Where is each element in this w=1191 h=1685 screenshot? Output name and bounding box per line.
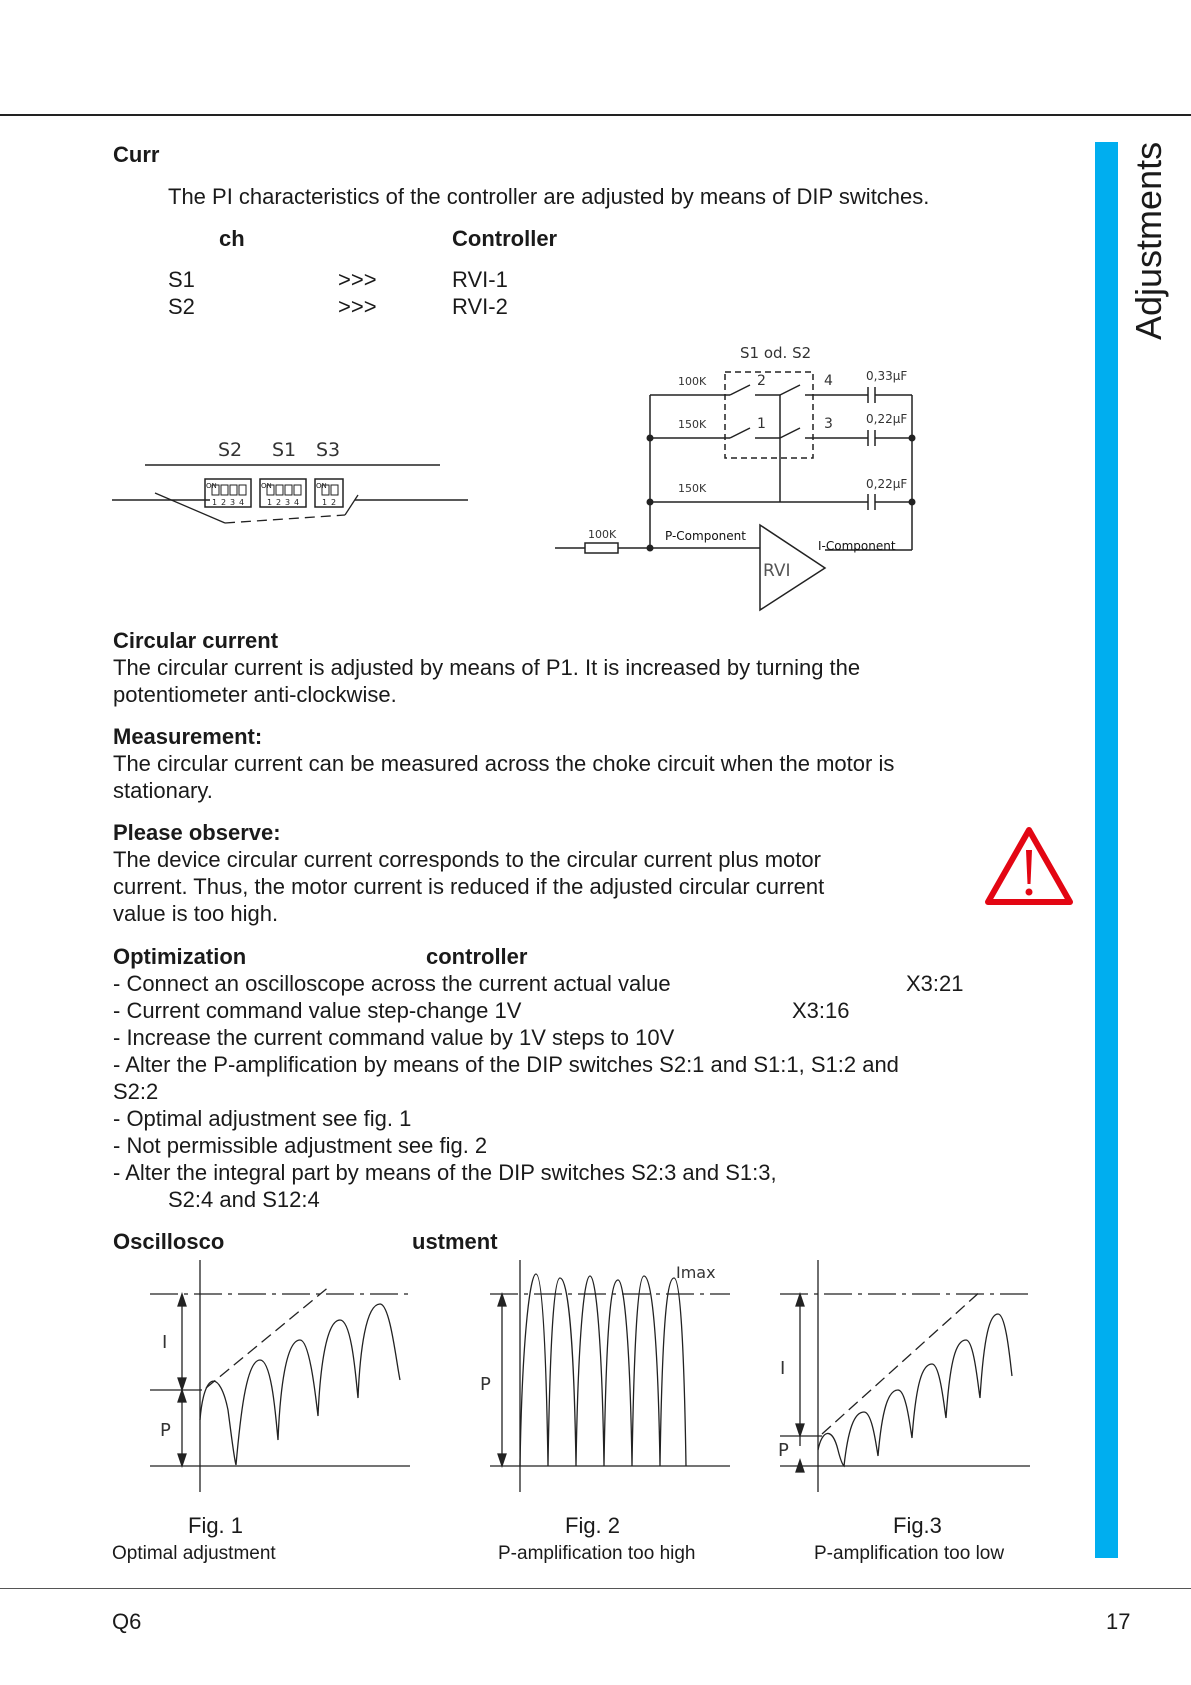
svg-text:ON: ON — [261, 482, 272, 490]
fig3-p-label: P — [778, 1440, 789, 1461]
dip-label-s1: S1 — [272, 439, 297, 461]
fig2-number: Fig. 2 — [565, 1513, 621, 1538]
fig2-p-label: P — [480, 1374, 491, 1395]
table-header-switch: ch — [219, 226, 245, 251]
observe-line: current. Thus, the motor current is reduced if the adjusted circular current — [113, 874, 825, 899]
table-cell-switch: S2 — [168, 294, 195, 319]
resistor-100k-label: 100K — [678, 375, 707, 388]
observe-line: value is too high. — [113, 901, 279, 926]
svg-text:1: 1 — [212, 498, 218, 507]
table-cell-controller: RVI-1 — [452, 267, 508, 292]
optimization-step: - Increase the current command value by 1V steps to 10V — [113, 1025, 675, 1050]
switch-number: 2 — [757, 373, 766, 389]
oscilloscope-heading-2: ustment — [412, 1229, 498, 1254]
svg-text:3: 3 — [285, 498, 291, 507]
optimization-step: - Connect an oscilloscope across the current actual value — [113, 971, 671, 996]
switch-number: 3 — [824, 416, 833, 432]
svg-text:ON: ON — [316, 482, 327, 490]
svg-text:4: 4 — [294, 498, 300, 507]
fig3-i-label: I — [780, 1358, 786, 1379]
optimization-step: - Optimal adjustment see fig. 1 — [113, 1106, 412, 1131]
dip-label-s2: S2 — [218, 439, 243, 461]
svg-text:2: 2 — [221, 498, 227, 507]
svg-text:1: 1 — [267, 498, 273, 507]
svg-text:2: 2 — [276, 498, 282, 507]
sidebar-title: Adjustments — [1128, 141, 1169, 340]
circular-line: The circular current is adjusted by means of P1. It is increased by turning the — [113, 655, 861, 680]
circular-line: potentiometer anti-clockwise. — [113, 682, 397, 707]
i-component-label: I-Component — [818, 539, 896, 553]
section-heading-current: Curr — [113, 142, 160, 167]
capacitor-label: 0,33µF — [866, 369, 908, 383]
fig1-i-label: I — [162, 1332, 168, 1353]
dip-switch-diagram — [100, 430, 480, 540]
capacitor-label: 0,22µF — [866, 412, 908, 426]
input-resistor-label: 100K — [588, 528, 617, 541]
optimization-heading-2: controller — [426, 944, 528, 969]
dip-switch-s1 — [260, 479, 306, 507]
table-cell-arrow: >>> — [338, 267, 377, 292]
switch-label: S1 od. S2 — [740, 344, 812, 362]
resistor-150k-label: 150K — [678, 418, 707, 431]
oscillogram-fig1 — [140, 1260, 420, 1500]
p-component-label: P-Component — [665, 529, 746, 543]
warning-icon — [982, 824, 1076, 908]
terminal-ref: X3:16 — [792, 998, 850, 1023]
footer-model: Q6 — [112, 1609, 142, 1634]
fig3-number: Fig.3 — [893, 1513, 942, 1538]
svg-text:2: 2 — [331, 498, 337, 507]
observe-line: The device circular current corresponds to the circular current plus motor — [113, 847, 821, 872]
resistor-150k-label: 150K — [678, 482, 707, 495]
sidebar-accent-bar — [1095, 142, 1118, 1558]
oscilloscope-heading: Oscillosco — [113, 1229, 225, 1254]
observe-heading: Please observe: — [113, 820, 281, 845]
fig1-number: Fig. 1 — [188, 1513, 244, 1538]
oscillogram-fig3 — [770, 1260, 1040, 1500]
intro-text: The PI characteristics of the controller are adjusted by means of DIP switches. — [168, 184, 930, 209]
optimization-step: S2:2 — [113, 1079, 159, 1104]
switch-number: 1 — [757, 416, 766, 432]
dip-switch-s3 — [315, 479, 343, 507]
measurement-heading: Measurement: — [113, 724, 263, 749]
table-cell-switch: S1 — [168, 267, 195, 292]
capacitor-label: 0,22µF — [866, 477, 908, 491]
dip-on-label: ON — [206, 482, 217, 490]
optimization-step: - Alter the P-amplification by means of the DIP switches S2:1 and S1:1, S1:2 and — [113, 1052, 899, 1077]
terminal-ref: X3:21 — [906, 971, 964, 996]
optimization-step: - Not permissible adjustment see fig. 2 — [113, 1133, 488, 1158]
footer-rule — [0, 1588, 1191, 1589]
pi-controller-circuit — [550, 340, 930, 620]
fig1-caption: Optimal adjustment — [112, 1543, 276, 1564]
dip-label-s3: S3 — [316, 439, 341, 461]
optimization-step: S2:4 and S12:4 — [168, 1187, 320, 1212]
fig3-caption: P-amplification too low — [814, 1543, 1005, 1564]
page-number: 17 — [1106, 1609, 1131, 1634]
amp-label: RVI — [763, 561, 791, 581]
optimization-step: - Alter the integral part by means of the DIP switches S2:3 and S1:3, — [113, 1160, 777, 1185]
oscillogram-fig2 — [480, 1260, 740, 1500]
svg-text:3: 3 — [230, 498, 236, 507]
measurement-line: stationary. — [113, 778, 213, 803]
svg-text:4: 4 — [239, 498, 245, 507]
table-cell-arrow: >>> — [338, 294, 377, 319]
optimization-step: - Current command value step-change 1V — [113, 998, 522, 1023]
fig2-imax-label: Imax — [676, 1263, 716, 1282]
optimization-heading: Optimization — [113, 944, 247, 969]
measurement-line: The circular current can be measured across the choke circuit when the motor is — [113, 751, 895, 776]
circular-heading: Circular current — [113, 628, 279, 653]
top-rule — [0, 114, 1191, 116]
table-header-controller: Controller — [452, 226, 558, 251]
fig2-caption: P-amplification too high — [498, 1543, 696, 1564]
fig1-p-label: P — [160, 1420, 171, 1441]
table-cell-controller: RVI-2 — [452, 294, 508, 319]
switch-number: 4 — [824, 373, 833, 389]
dip-switch-s2 — [205, 479, 251, 507]
svg-text:1: 1 — [322, 498, 328, 507]
